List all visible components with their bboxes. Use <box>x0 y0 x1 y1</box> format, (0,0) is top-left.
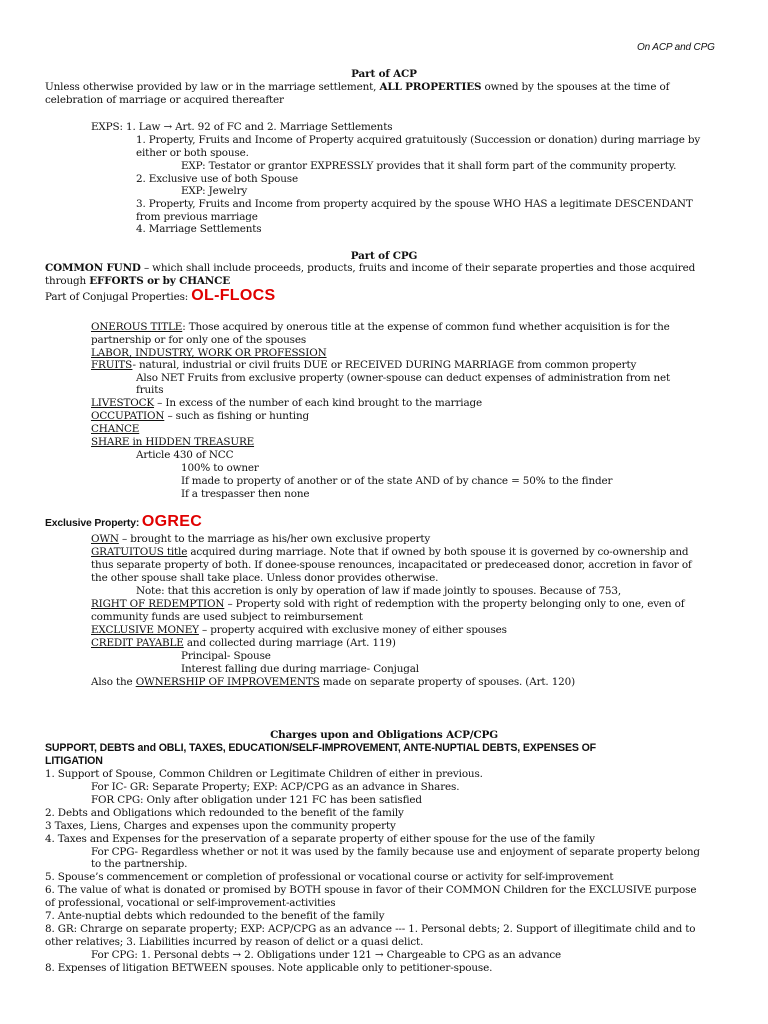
excl-credit: CREDIT PAYABLE and collected during marriage (Art. 119) <box>91 637 396 649</box>
excl-note: Note: that this accretion is only by operation of law if made jointly to spouses. Because of 753, <box>136 585 621 597</box>
running-header: On ACP and CPG <box>637 42 715 53</box>
charge-1-ic: For IC- GR: Separate Property; EXP: ACP/CPG as an advance in Shares. <box>91 781 460 793</box>
charge-3: 3 Taxes, Liens, Charges and expenses upon the community property <box>45 820 396 832</box>
excl-gratuitous-line2: thus separate property of both. If donee-spouse renounces, incapacitated or predeceased donor, accretion in favor of <box>91 559 692 571</box>
acp-exc-2-exp: EXP: Jewelry <box>181 185 248 197</box>
livestock: LIVESTOCK – In excess of the number of each kind brought to the marriage <box>91 397 483 409</box>
charge-8-line2: other relatives; 3. Liabilities incurred by reason of delict or a quasi delict. <box>45 936 424 948</box>
article-430: Article 430 of NCC <box>136 449 234 461</box>
charge-6: 6. The value of what is donated or promised by BOTH spouse in favor of their COMMON Children for the EXCLUSIVE purpose <box>45 884 697 896</box>
acp-exceptions: EXPS: 1. Law → Art. 92 of FC and 2. Marriage Settlements <box>91 121 393 133</box>
charge-4: 4. Taxes and Expenses for the preservation of a separate property of either spouse for the use of the family <box>45 833 595 845</box>
charge-9: 8. Expenses of litigation BETWEEN spouses. Note applicable only to petitioner-spouse. <box>45 962 493 974</box>
acp-intro-line1: Unless otherwise provided by law or in the marriage settlement, ALL PROPERTIES owned by the spouses at the time of <box>45 81 670 93</box>
charge-6-line2: of professional, vocational or self-improvement-activities <box>45 897 336 909</box>
excl-own: OWN – brought to the marriage as his/her own exclusive property <box>91 533 431 545</box>
excl-gratuitous: GRATUITOUS title acquired during marriage. Note that if owned by both spouse it is governed by co-ownership and <box>91 546 689 558</box>
charge-4-cpg-line2: to the partnership. <box>91 858 188 870</box>
excl-gratuitous-line3: the other spouse shall take place. Unless donor provides otherwise. <box>91 572 439 584</box>
mnemonic-ol-flocs: OL-FLOCS <box>191 287 276 304</box>
acp-exc-1b: either or both spouse. <box>136 147 249 159</box>
section-title-cpg: Part of CPG <box>350 250 418 262</box>
excl-money: EXCLUSIVE MONEY – property acquired with exclusive money of either spouses <box>91 624 507 636</box>
hidden-treasure: SHARE in HIDDEN TREASURE <box>91 436 255 448</box>
conjugal-properties-heading: Part of Conjugal Properties: OL-FLOCS <box>45 287 276 304</box>
acp-exc-3b: from previous marriage <box>136 211 258 223</box>
acp-exc-1a: 1. Property, Fruits and Income of Property acquired gratuitously (Succession or donation) during marriage by <box>136 134 701 146</box>
charge-4-cpg: For CPG- Regardless whether or not it was used by the family because use and enjoyment of separate property belong <box>91 846 700 858</box>
excl-principal: Principal- Spouse <box>181 650 271 662</box>
charge-7: 7. Ante-nuptial debts which redounded to the benefit of the family <box>45 910 385 922</box>
charge-2: 2. Debts and Obligations which redounded to the benefit of the family <box>45 807 404 819</box>
acp-intro-line2: celebration of marriage or acquired thereafter <box>45 94 284 106</box>
trespasser: If a trespasser then none <box>181 488 310 500</box>
fruits-net-line2: fruits <box>136 384 164 396</box>
onerous-title-line2: partnership or for only one of the spouses <box>91 334 307 346</box>
acp-exc-1-exp: EXP: Testator or grantor EXPRESSLY provides that it shall form part of the community property. <box>181 160 677 172</box>
onerous-title: ONEROUS TITLE: Those acquired by onerous title at the expense of common fund whether acquisition is for the <box>91 321 670 333</box>
chance: CHANCE <box>91 423 140 435</box>
charge-1: 1. Support of Spouse, Common Children or Legitimate Children of either in previous. <box>45 768 483 780</box>
charges-summary: SUPPORT, DEBTS and OBLI, TAXES, EDUCATION/SELF-IMPROVEMENT, ANTE-NUPTIAL DEBTS, EXPENSES OF <box>45 742 597 754</box>
labor-industry: LABOR, INDUSTRY, WORK OR PROFESSION <box>91 347 327 359</box>
owner-100: 100% to owner <box>181 462 259 474</box>
exclusive-property-heading: Exclusive Property: OGREC <box>45 513 203 530</box>
charge-8-cpg: For CPG: 1. Personal debts → 2. Obligations under 121 → Chargeable to CPG as an advance <box>91 949 562 961</box>
cpg-common-fund: COMMON FUND – which shall include proceeds, products, fruits and income of their separate properties and those acquired <box>45 262 696 274</box>
acp-exc-3a: 3. Property, Fruits and Income from property acquired by the spouse WHO HAS a legitimate DESCENDANT <box>136 198 693 210</box>
charge-5: 5. Spouse’s commencement or completion of professional or vocational course or activity for self-improvement <box>45 871 614 883</box>
cpg-common-fund-line2: through EFFORTS or by CHANCE <box>45 275 231 287</box>
mnemonic-ogrec: OGREC <box>141 513 203 530</box>
section-title-charges: Charges upon and Obligations ACP/CPG <box>270 729 498 741</box>
finder-50: If made to property of another or of the state AND of by chance = 50% to the finder <box>181 475 613 487</box>
excl-redemption-line2: community funds are used subject to reimbursement <box>91 611 363 623</box>
charges-summary-line2: LITIGATION <box>45 755 103 767</box>
charge-1-cpg: FOR CPG: Only after obligation under 121 FC has been satisfied <box>91 794 422 806</box>
acp-exc-4: 4. Marriage Settlements <box>136 223 262 235</box>
excl-improvements: Also the OWNERSHIP OF IMPROVEMENTS made on separate property of spouses. (Art. 120) <box>91 676 576 688</box>
fruits: FRUITS- natural, industrial or civil fruits DUE or RECEIVED DURING MARRIAGE from common property <box>91 359 637 371</box>
excl-interest: Interest falling due during marriage- Conjugal <box>181 663 419 675</box>
occupation: OCCUPATION – such as fishing or hunting <box>91 410 310 422</box>
fruits-net: Also NET Fruits from exclusive property (owner-spouse can deduct expenses of administration from net <box>136 372 671 384</box>
section-title-acp: Part of ACP <box>351 68 417 80</box>
charge-8: 8. GR: Chrarge on separate property; EXP: ACP/CPG as an advance --- 1. Personal debts; 2. Support of illegitimate child and to <box>45 923 696 935</box>
excl-redemption: RIGHT OF REDEMPTION – Property sold with right of redemption with the property belonging only to one, even of <box>91 598 685 610</box>
acp-exc-2: 2. Exclusive use of both Spouse <box>136 173 298 185</box>
